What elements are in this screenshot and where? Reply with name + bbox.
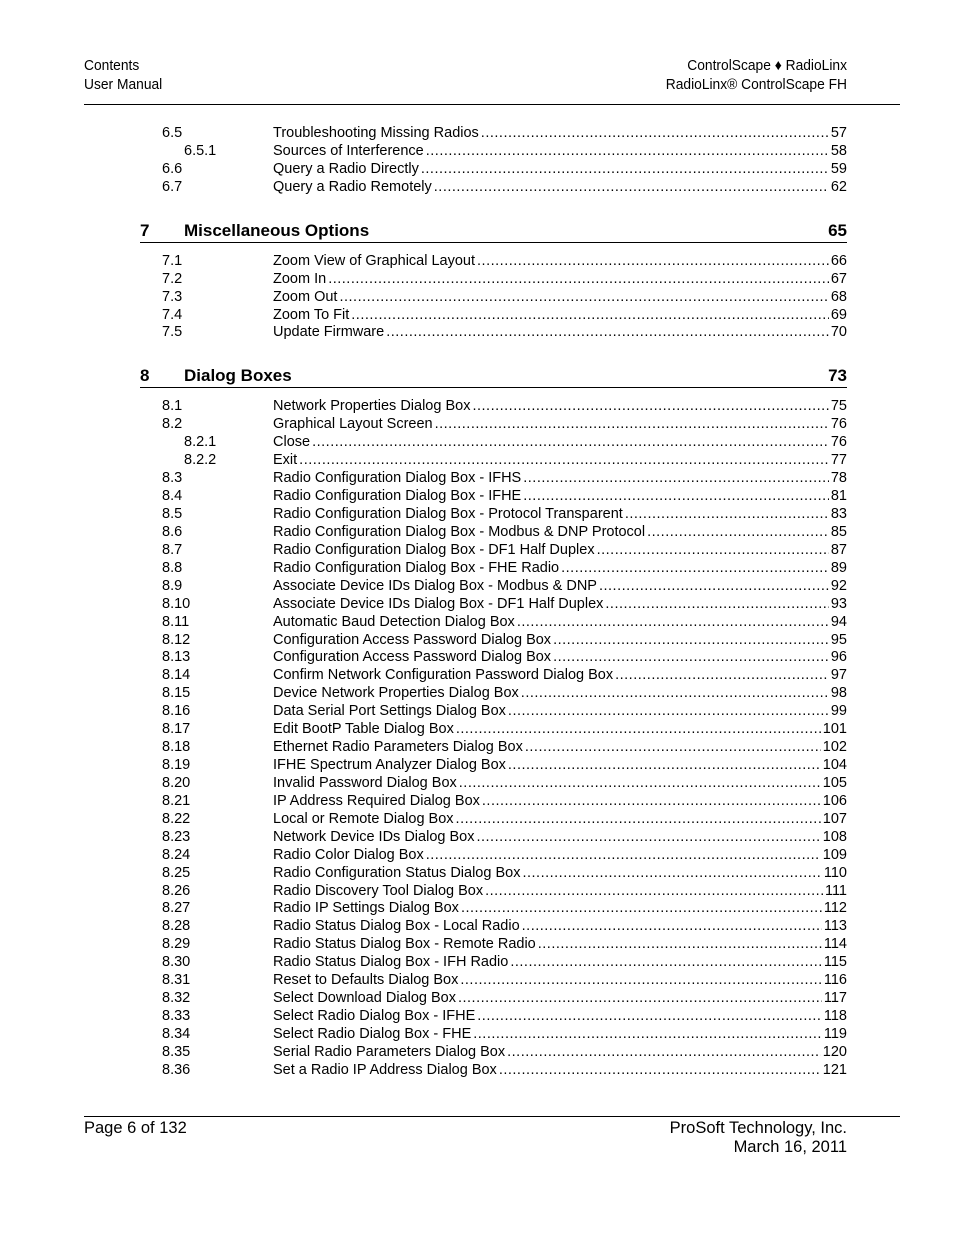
toc-entry-title: IFHE Spectrum Analyzer Dialog Box [273, 757, 506, 773]
toc-entry-page: 107 [822, 810, 847, 827]
toc-entry-number: 6.7 [162, 178, 183, 195]
toc-entry-title: Radio Configuration Dialog Box - FHE Radio [273, 559, 560, 576]
dot-leader [625, 505, 829, 523]
toc-entry-page: 58 [830, 142, 847, 159]
toc-entry-page: 70 [830, 324, 847, 341]
toc-entry-page: 115 [823, 954, 847, 971]
toc-entry[interactable] [0, 559, 954, 577]
footer-date: March 16, 2011 [733, 1138, 847, 1156]
toc-entry-number: 8.9 [162, 577, 183, 594]
toc-entry-page: 62 [830, 178, 847, 195]
toc-entry-page: 93 [830, 595, 847, 612]
toc-entry-number: 8.2 [162, 416, 183, 433]
toc-entry-page: 75 [830, 398, 847, 415]
toc-entry[interactable] [0, 433, 954, 451]
toc-entry[interactable] [0, 523, 954, 541]
toc-entry-page: 105 [822, 774, 847, 791]
toc-entry-page: 94 [830, 613, 847, 630]
chapter-number: 7 [140, 220, 150, 240]
toc-entry-number: 8.22 [162, 810, 191, 827]
header-product: ControlScape ♦ RadioLinx [687, 57, 847, 74]
toc-entry-page: 104 [822, 757, 847, 773]
toc-entry[interactable] [0, 124, 954, 142]
toc-entry-title: Radio Configuration Dialog Box - Protocol Transparent [273, 506, 623, 522]
toc-entry-title: Zoom In [273, 270, 327, 287]
toc-entry-page: 77 [830, 452, 847, 469]
chapter-heading[interactable] [140, 220, 847, 243]
toc-entry-number: 8.36 [162, 1061, 191, 1078]
toc-entry-page: 119 [823, 1025, 847, 1042]
toc-entry-number: 6.5.1 [184, 142, 217, 159]
toc-entry[interactable] [0, 899, 954, 917]
toc-entry[interactable] [0, 666, 954, 684]
toc-entry[interactable] [0, 756, 954, 774]
toc-entry-page: 76 [830, 434, 847, 451]
dot-leader [510, 953, 822, 971]
dot-leader [523, 487, 829, 505]
dot-leader [538, 935, 822, 953]
dot-leader [485, 882, 823, 900]
toc-entry-page: 96 [830, 649, 847, 666]
toc-entry[interactable] [0, 828, 954, 846]
toc-entry-title: Sources of Interference [273, 142, 424, 159]
toc-entry[interactable] [0, 595, 954, 613]
toc-entry[interactable] [0, 415, 954, 433]
toc-entry[interactable] [0, 323, 954, 341]
toc-entry-page: 89 [830, 559, 847, 576]
toc-entry-title: Select Radio Dialog Box - FHE [273, 1025, 472, 1042]
toc-entry-page: 109 [822, 846, 847, 863]
dot-leader [553, 631, 829, 649]
toc-entry[interactable] [0, 989, 954, 1007]
dot-leader [472, 397, 828, 415]
toc-entry-page: 117 [823, 990, 847, 1007]
toc-entry-page: 121 [822, 1061, 847, 1078]
toc-entry[interactable] [0, 142, 954, 160]
toc-entry-title: Radio Color Dialog Box [273, 846, 424, 863]
toc-entry[interactable] [0, 935, 954, 953]
toc-entry-number: 8.30 [162, 954, 191, 971]
toc-entry-title: Data Serial Port Settings Dialog Box [273, 703, 506, 720]
toc-entry-number: 8.2.1 [184, 434, 217, 451]
dot-leader [461, 899, 822, 917]
toc-entry-number: 8.6 [162, 523, 183, 540]
toc-entry-page: 87 [830, 541, 847, 558]
dot-leader [597, 541, 829, 559]
dot-leader [421, 160, 829, 178]
toc-entry-number: 7.3 [162, 288, 183, 305]
dot-leader [605, 595, 828, 613]
toc-entry[interactable] [0, 577, 954, 595]
dot-leader [508, 702, 829, 720]
toc-entry-page: 113 [823, 918, 847, 935]
toc-entry[interactable] [0, 684, 954, 702]
toc-entry[interactable] [0, 1007, 954, 1025]
toc-entry-title: Radio Configuration Dialog Box - DF1 Half Duplex [273, 541, 595, 558]
chapter-heading[interactable] [140, 365, 847, 388]
toc-entry-number: 8.13 [162, 649, 191, 666]
toc-entry[interactable] [0, 864, 954, 882]
toc-entry[interactable] [0, 774, 954, 792]
dot-leader [507, 1043, 821, 1061]
toc-entry-number: 8.32 [162, 990, 191, 1007]
toc-entry-number: 8.8 [162, 559, 183, 576]
dot-leader [476, 828, 820, 846]
dot-leader [456, 810, 821, 828]
toc-entry-title: Graphical Layout Screen [273, 416, 433, 433]
toc-entry-title: Zoom Out [273, 288, 338, 305]
toc-entry[interactable] [0, 178, 954, 196]
toc-entry-title: Select Radio Dialog Box - IFHE [273, 1008, 476, 1024]
toc-entry-title: Radio Configuration Status Dialog Box [273, 864, 521, 881]
toc-entry-number: 7.2 [162, 270, 183, 287]
toc-entry-page: 95 [830, 631, 847, 648]
dot-leader [599, 577, 829, 595]
toc-entry-number: 7.5 [162, 324, 183, 341]
dot-leader [460, 971, 822, 989]
toc-entry-title: Radio Status Dialog Box - IFH Radio [273, 954, 509, 971]
toc-entry-title: Network Device IDs Dialog Box [273, 828, 475, 845]
dot-leader [299, 451, 829, 469]
chapter-page: 73 [828, 366, 847, 386]
toc-entry-number: 8.15 [162, 685, 191, 702]
dot-leader [647, 523, 829, 541]
toc-entry[interactable] [0, 792, 954, 810]
toc-entry-number: 7.4 [162, 306, 183, 323]
toc-entry[interactable] [0, 306, 954, 324]
toc-entry-title: Exit [273, 452, 298, 469]
dot-leader [426, 142, 829, 160]
dot-leader [499, 1061, 821, 1079]
toc-entry-title: Network Properties Dialog Box [273, 398, 471, 415]
chapter-title: Dialog Boxes [184, 366, 292, 386]
toc-entry-title: Radio Status Dialog Box - Local Radio [273, 918, 520, 935]
toc-entry-page: 108 [822, 828, 847, 845]
toc-entry-page: 97 [830, 667, 847, 684]
toc-entry[interactable] [0, 917, 954, 935]
dot-leader [477, 1007, 822, 1025]
dot-leader [473, 1025, 822, 1043]
dot-leader [482, 792, 821, 810]
dot-leader [522, 864, 821, 882]
toc-entry[interactable] [0, 451, 954, 469]
toc-entry-page: 69 [830, 306, 847, 323]
toc-entry-number: 6.6 [162, 160, 183, 177]
dot-leader [339, 288, 828, 306]
toc-entry-title: Radio Discovery Tool Dialog Box [273, 882, 484, 899]
toc-entry[interactable] [0, 252, 954, 270]
toc-entry[interactable] [0, 397, 954, 415]
dot-leader [553, 648, 829, 666]
header-product-line: RadioLinx® ControlScape FH [665, 76, 847, 93]
toc-entry-page: 78 [830, 470, 847, 487]
dot-leader [481, 124, 829, 142]
toc-entry-title: Reset to Defaults Dialog Box [273, 972, 459, 989]
toc-entry[interactable] [0, 631, 954, 649]
toc-entry-number: 8.33 [162, 1008, 191, 1024]
toc-entry[interactable] [0, 720, 954, 738]
toc-entry-title: Serial Radio Parameters Dialog Box [273, 1043, 506, 1060]
toc-entry[interactable] [0, 846, 954, 864]
dot-leader [615, 666, 829, 684]
header-divider [84, 104, 900, 105]
toc-entry-title: Set a Radio IP Address Dialog Box [273, 1061, 497, 1078]
toc-entry-number: 8.24 [162, 846, 191, 863]
toc-entry-title: IP Address Required Dialog Box [273, 792, 480, 809]
dot-leader [477, 252, 829, 270]
page-footer-right [670, 1119, 847, 1157]
toc-entry-number: 8.1 [162, 398, 183, 415]
toc-entry-title: Query a Radio Remotely [273, 178, 432, 195]
toc-entry[interactable] [0, 541, 954, 559]
toc-entry-number: 8.34 [162, 1025, 191, 1042]
toc-entry[interactable] [0, 288, 954, 306]
toc-entry-title: Automatic Baud Detection Dialog Box [273, 613, 515, 630]
toc-entry[interactable] [0, 953, 954, 971]
dot-leader [328, 270, 829, 288]
page-header-right [666, 56, 847, 94]
toc-entry-page: 85 [830, 523, 847, 540]
toc-entry-page: 68 [830, 288, 847, 305]
toc-entry[interactable] [0, 971, 954, 989]
dot-leader [386, 323, 829, 341]
toc-entry-title: Query a Radio Directly [273, 160, 419, 177]
footer-divider [84, 1116, 900, 1117]
toc-entry-number: 8.16 [162, 703, 191, 720]
toc-entry-number: 8.29 [162, 936, 191, 953]
toc-entry-title: Configuration Access Password Dialog Box [273, 649, 552, 666]
toc-entry-title: Radio Status Dialog Box - Remote Radio [273, 936, 536, 953]
toc-entry-page: 83 [830, 506, 847, 522]
toc-entry-number: 8.28 [162, 918, 191, 935]
toc-entry-title: Radio Configuration Dialog Box - IFHS [273, 470, 522, 487]
dot-leader [458, 989, 822, 1007]
toc-entry-number: 8.17 [162, 721, 191, 738]
toc-entry-number: 8.23 [162, 828, 191, 845]
toc-entry-title: Zoom To Fit [273, 306, 350, 323]
toc-entry-title: Associate Device IDs Dialog Box - Modbus & DNP [273, 577, 597, 594]
footer-company: ProSoft Technology, Inc. [669, 1119, 847, 1137]
toc-entry-title: Ethernet Radio Parameters Dialog Box [273, 739, 523, 755]
toc-entry-title: Confirm Network Configuration Password Dialog Box [273, 667, 614, 684]
toc-entry-number: 8.14 [162, 667, 191, 684]
toc-entry[interactable] [0, 1043, 954, 1061]
toc-entry-page: 106 [822, 792, 847, 809]
dot-leader [456, 720, 821, 738]
toc-entry-page: 111 [824, 882, 847, 899]
toc-entry-title: Select Download Dialog Box [273, 990, 456, 1007]
toc-entry[interactable] [0, 613, 954, 631]
toc-entry-title: Device Network Properties Dialog Box [273, 685, 519, 702]
toc-entry-page: 102 [822, 739, 847, 755]
toc-entry[interactable] [0, 648, 954, 666]
toc-entry-title: Local or Remote Dialog Box [273, 810, 454, 827]
chapter-title: Miscellaneous Options [184, 220, 370, 240]
toc-entry-page: 112 [823, 900, 847, 917]
chapter-page: 65 [828, 220, 847, 240]
toc-entry-title: Close [273, 434, 311, 451]
dot-leader [426, 846, 821, 864]
toc-entry[interactable] [0, 738, 954, 756]
toc-entry-page: 67 [830, 270, 847, 287]
toc-entry-number: 8.11 [162, 613, 190, 630]
toc-entry[interactable] [0, 1025, 954, 1043]
toc-entry[interactable] [0, 810, 954, 828]
dot-leader [312, 433, 829, 451]
page-number: Page 6 of 132 [84, 1119, 187, 1137]
toc-entry-page: 118 [823, 1008, 847, 1024]
toc-entry[interactable] [0, 882, 954, 900]
toc-entry-number: 8.5 [162, 506, 183, 522]
toc-entry-number: 8.21 [162, 792, 191, 809]
toc-entry-number: 8.20 [162, 774, 191, 791]
toc-entry-page: 114 [823, 936, 847, 953]
toc-entry-number: 8.35 [162, 1043, 191, 1060]
header-doc-type: User Manual [84, 76, 163, 93]
dot-leader [525, 738, 821, 756]
dot-leader [521, 684, 829, 702]
toc-entry-number: 7.1 [162, 252, 183, 269]
toc-entry[interactable] [0, 160, 954, 178]
chapter-number: 8 [140, 366, 150, 386]
toc-entry-title: Radio IP Settings Dialog Box [273, 900, 459, 917]
toc-entry-number: 8.2.2 [184, 452, 217, 469]
toc-entry[interactable] [0, 505, 954, 523]
toc-entry[interactable] [0, 1061, 954, 1079]
toc-entry-title: Invalid Password Dialog Box [273, 774, 457, 791]
toc-entry-number: 8.4 [162, 488, 183, 504]
toc-entry-page: 101 [822, 721, 847, 738]
dot-leader [522, 917, 822, 935]
toc-entry-title: Update Firmware [273, 324, 385, 341]
toc-entry-page: 110 [823, 864, 847, 881]
toc-entry-title: Edit BootP Table Dialog Box [273, 721, 454, 738]
dot-leader [435, 415, 829, 433]
toc-entry-number: 8.12 [162, 631, 191, 648]
toc-entry-number: 8.3 [162, 470, 183, 487]
toc-entry-page: 116 [823, 972, 847, 989]
toc-entry-number: 8.27 [162, 900, 191, 917]
dot-leader [561, 559, 829, 577]
header-section: Contents [84, 57, 140, 74]
toc-entry-title: Radio Configuration Dialog Box - Modbus & DNP Protocol [273, 523, 646, 540]
toc-entry-page: 92 [830, 577, 847, 594]
dot-leader [351, 306, 829, 324]
toc-entry[interactable] [0, 702, 954, 720]
toc-entry-number: 8.19 [162, 757, 191, 773]
toc-entry-title: Troubleshooting Missing Radios [273, 125, 479, 141]
toc-entry-page: 66 [830, 252, 847, 269]
toc-entry-title: Zoom View of Graphical Layout [273, 252, 476, 269]
toc-entry-page: 98 [830, 685, 847, 702]
toc-entry-number: 8.7 [162, 541, 183, 558]
toc-entry-number: 8.26 [162, 882, 191, 899]
toc-entry-number: 6.5 [162, 125, 183, 141]
toc-entry-title: Radio Configuration Dialog Box - IFHE [273, 488, 522, 504]
dot-leader [434, 178, 829, 196]
toc-entry-title: Associate Device IDs Dialog Box - DF1 Half Duplex [273, 595, 604, 612]
toc-entry-page: 76 [830, 416, 847, 433]
toc-entry[interactable] [0, 469, 954, 487]
dot-leader [523, 469, 829, 487]
toc-entry-number: 8.31 [162, 972, 191, 989]
dot-leader [459, 774, 821, 792]
toc-entry[interactable] [0, 270, 954, 288]
toc-entry-number: 8.18 [162, 739, 191, 755]
toc-entry-page: 99 [830, 703, 847, 720]
toc-entry-title: Configuration Access Password Dialog Box [273, 631, 552, 648]
toc-entry-page: 81 [830, 488, 847, 504]
toc-entry[interactable] [0, 487, 954, 505]
page-header-left [84, 56, 162, 94]
dot-leader [508, 756, 821, 774]
toc-entry-number: 8.10 [162, 595, 191, 612]
toc-entry-number: 8.25 [162, 864, 191, 881]
dot-leader [517, 613, 829, 631]
toc-entry-page: 59 [830, 160, 847, 177]
toc-entry-page: 57 [830, 125, 847, 141]
toc-entry-page: 120 [822, 1043, 847, 1060]
